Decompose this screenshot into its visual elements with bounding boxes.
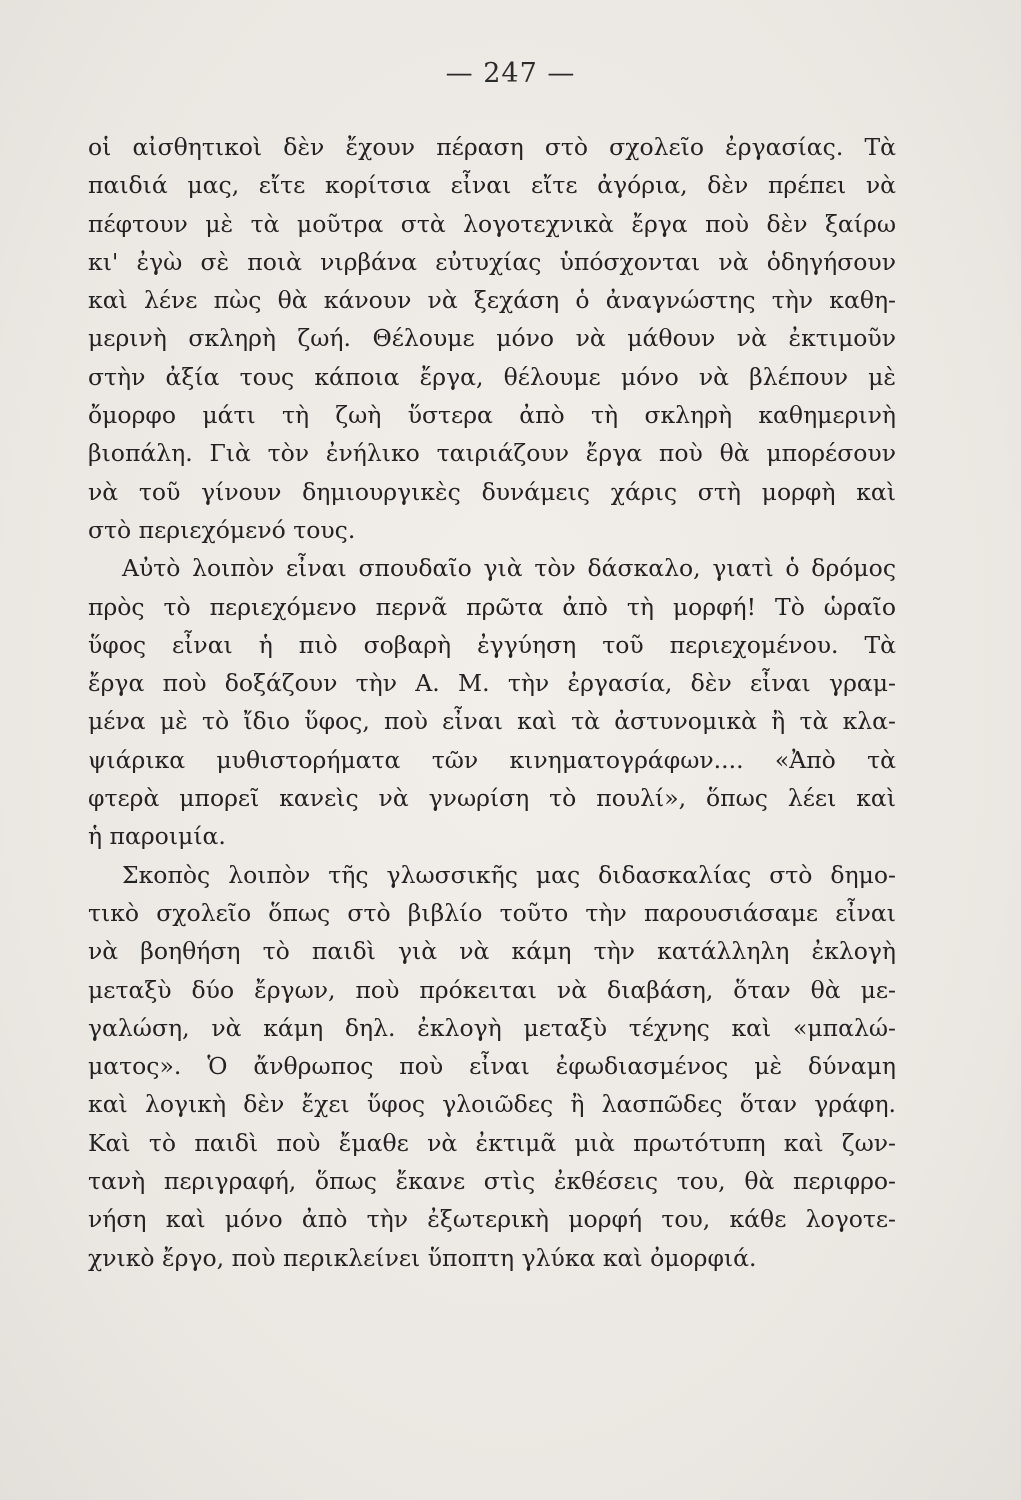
paragraph-1	[88, 128, 896, 549]
text-line: χνικὸ ἔργο, ποὺ περικλείνει ὕποπτη γλύκα καὶ ὀμορφιά.	[88, 1243, 757, 1272]
text-line: τικὸ σχολεῖο ὅπως στὸ βιβλίο τοῦτο τὴν παρουσιάσαμε εἶναι	[88, 898, 896, 927]
text-line: κι' ἐγὼ σὲ ποιὰ νιρβάνα εὐτυχίας ὑπόσχονται νὰ ὁδηγήσουν	[88, 247, 896, 276]
text-line: πρὸς τὸ περιεχόμενο περνᾶ πρῶτα ἀπὸ τὴ μορφή! Τὸ ὡραῖο	[88, 592, 896, 621]
text-line: νὰ βοηθήση τὸ παιδὶ γιὰ νὰ κάμη τὴν κατάλληλη ἐκλογὴ	[88, 937, 896, 966]
text-line: παιδιά μας, εἴτε κορίτσια εἶναι εἴτε ἀγόρια, δὲν πρέπει νὰ	[88, 171, 896, 200]
text-line: μένα μὲ τὸ ἴδιο ὕφος, ποὺ εἶναι καὶ τὰ ἀστυνομικὰ ἢ τὰ κλα-	[88, 707, 896, 736]
text-line: νήση καὶ μόνο ἀπὸ τὴν ἐξωτερικὴ μορφή του, κάθε λογοτε-	[88, 1205, 896, 1234]
text-line: καὶ λογικὴ δὲν ἔχει ὕφος γλοιῶδες ἢ λασπῶδες ὅταν γράφη.	[88, 1090, 896, 1119]
text-line: φτερὰ μπορεῖ κανεὶς νὰ γνωρίση τὸ πουλί», ὅπως λέει καὶ	[88, 784, 896, 813]
text-line: βιοπάλη. Γιὰ τὸν ἐνήλικο ταιριάζουν ἔργα ποὺ θὰ μπορέσουν	[88, 439, 896, 468]
text-line: μεταξὺ δύο ἔργων, ποὺ πρόκειται νὰ διαβάση, ὅταν θὰ με-	[88, 975, 896, 1004]
text-line: ἡ παροιμία.	[88, 822, 226, 851]
paragraph-2	[88, 549, 896, 855]
text-line: πέφτουν μὲ τὰ μοῦτρα στὰ λογοτεχνικὰ ἔργα ποὺ δὲν ξαίρω	[88, 209, 896, 238]
text-line: οἱ αἰσθητικοὶ δὲν ἔχουν πέραση στὸ σχολεῖο ἐργασίας. Τὰ	[88, 133, 896, 161]
text-line: ὕφος εἶναι ἡ πιὸ σοβαρὴ ἐγγύηση τοῦ περιεχομένου. Τὰ	[88, 630, 896, 659]
text-line: νὰ τοῦ γίνουν δημιουργικὲς δυνάμεις χάρις στὴ μορφὴ καὶ	[88, 477, 896, 506]
text-line: στὸ περιεχόμενό τους.	[88, 515, 356, 544]
text-line: Αὐτὸ λοιπὸν εἶναι σπουδαῖο γιὰ τὸν δάσκαλο, γιατὶ ὁ δρόμος	[122, 554, 896, 583]
text-line: ματος». Ὁ ἄνθρωπος ποὺ εἶναι ἐφωδιασμένος μὲ δύναμη	[88, 1052, 896, 1081]
body-text	[88, 128, 896, 1277]
paragraph-3	[88, 856, 896, 1277]
text-line: Σκοπὸς λοιπὸν τῆς γλωσσικῆς μας διδασκαλίας στὸ δημο-	[122, 860, 896, 889]
text-line: στὴν ἀξία τους κάποια ἔργα, θέλουμε μόνο νὰ βλέπουν μὲ	[88, 362, 896, 391]
text-line: ψιάρικα μυθιστορήματα τῶν κινηματογράφων.... «Ἀπὸ τὰ	[88, 745, 896, 774]
text-line: τανὴ περιγραφή, ὅπως ἔκανε στὶς ἐκθέσεις του, θὰ περιφρο-	[88, 1167, 896, 1196]
text-line: Καὶ τὸ παιδὶ ποὺ ἔμαθε νὰ ἐκτιμᾶ μιὰ πρωτότυπη καὶ ζων-	[88, 1128, 896, 1157]
page-number: — 247 —	[445, 58, 576, 89]
text-line: καὶ λένε πὼς θὰ κάνουν νὰ ξεχάση ὁ ἀναγνώστης τὴν καθη-	[88, 286, 896, 315]
text-line: ὄμορφο μάτι τὴ ζωὴ ὕστερα ἀπὸ τὴ σκληρὴ καθημερινὴ	[88, 401, 896, 430]
text-line: μερινὴ σκληρὴ ζωή. Θέλουμε μόνο νὰ μάθουν νὰ ἐκτιμοῦν	[88, 324, 896, 353]
text-line: γαλώση, νὰ κάμη δηλ. ἐκλογὴ μεταξὺ τέχνης καὶ «μπαλώ-	[88, 1013, 896, 1042]
text-line: ἔργα ποὺ δοξάζουν τὴν Α. Μ. τὴν ἐργασία, δὲν εἶναι γραμ-	[88, 669, 896, 698]
